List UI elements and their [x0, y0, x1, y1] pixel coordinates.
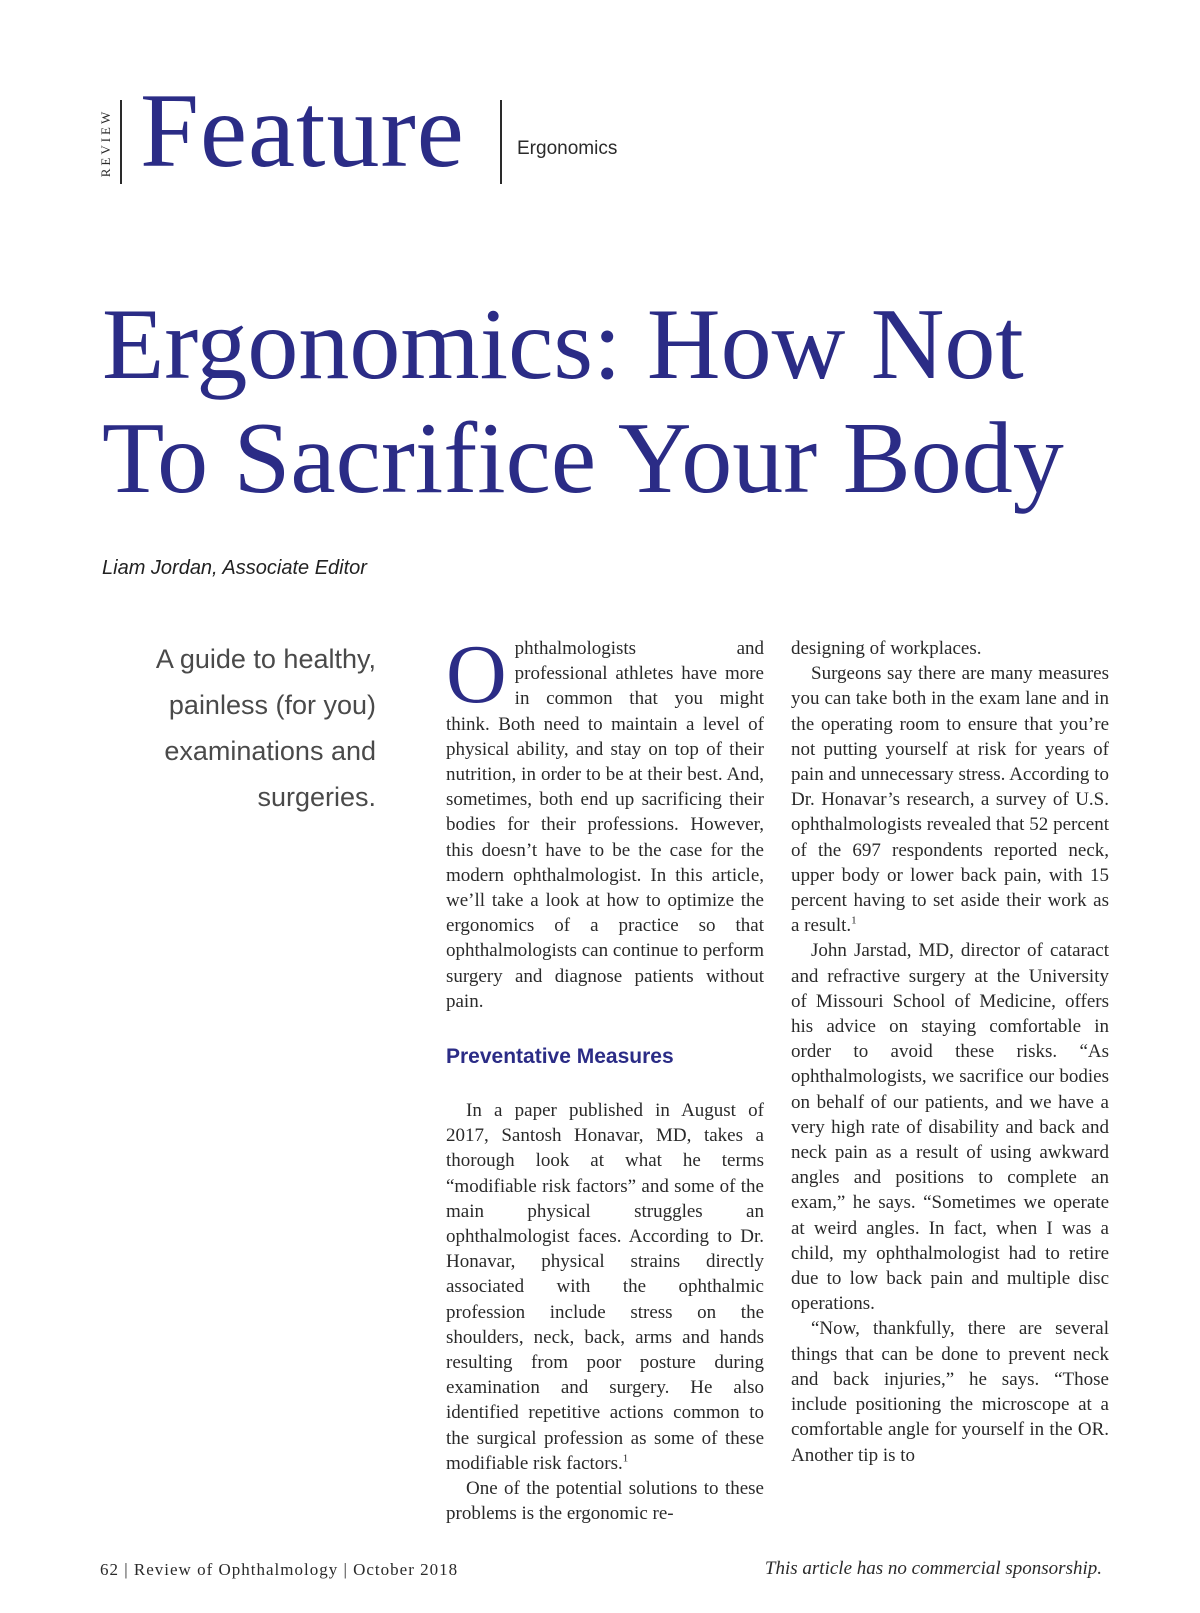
- paragraph-text: In a paper published in August of 2017, Santosh Honavar, MD, takes a thorough look at what he terms “modifiable risk factors” and some of the main physical struggles an ophthalmologist faces. According to Dr. Honavar, physical strains directly associated with the ophthalmic profession include stress on the shoulders, neck, back, arms and hands resulting from poor posture during examination and surgery. He also identified repetitive actions common to the surgical profession as some of these modifiable risk factors.: [446, 1100, 764, 1474]
- byline: Liam Jordan, Associate Editor: [102, 557, 367, 579]
- header-divider-right: [500, 100, 502, 184]
- review-label-text: REVIEW: [98, 108, 113, 178]
- citation-ref: 1: [622, 1452, 629, 1465]
- paragraph-text: Surgeons say there are many measures you can take both in the exam lane and in the operating room to ensure that you’re not putting yourself at risk for years of pain and unnecessary stress. According to Dr. Honavar’s research, a survey of U.S. ophthalmologists revealed that 52 percent of the 697 respondents reported neck, upper body or lower back pain, with 15 percent having to set aside their work as a result.: [791, 663, 1109, 937]
- body-paragraph: John Jarstad, MD, director of cataract and refractive surgery at the University of Missouri School of Medicine, offers his advice on staying comfortable in order to avoid these risks. “As ophthalmologists, we sacrifice our bodies on behalf of our patients, and we have a very high rate of disability and back and neck pain as a result of using awkward angles and positions to complete an exam,” he says. “Sometimes we operate at weird angles. In fact, when I was a child, my ophthalmologist had to retire due to low back pain and multiple disc operations.: [791, 940, 1109, 1315]
- article-title: [102, 288, 1162, 516]
- article-title-line-2: To Sacrifice Your Body: [102, 402, 1064, 515]
- body-column-1: [446, 628, 764, 1527]
- body-column-2: [791, 636, 1109, 1468]
- article-deck: A guide to healthy, painless (for you) examinations and surgeries.: [155, 644, 376, 812]
- body-paragraph: “Now, thankfully, there are several things that can be done to prevent neck and back injuries,” he says. “Those include positioning the microscope at a comfortable angle for yourself in the OR. Another tip is to: [791, 1318, 1109, 1466]
- review-vertical-label: [98, 102, 114, 184]
- citation-ref: 1: [851, 914, 857, 927]
- page-footer-folio: 62 | Review of Ophthalmology | October 2018: [100, 1560, 459, 1579]
- section-tag: Ergonomics: [517, 138, 618, 159]
- article-title-line-1: Ergonomics: How Not: [102, 288, 1024, 401]
- header-divider-left: [120, 100, 122, 184]
- feature-heading: Feature: [140, 72, 465, 189]
- sponsorship-note: This article has no commercial sponsorship.: [764, 1558, 1102, 1579]
- body-paragraph: One of the potential solutions to these problems is the ergonomic re-: [446, 1478, 764, 1525]
- drop-cap: O: [446, 628, 507, 721]
- subheading-preventative-measures: Preventative Measures: [446, 1045, 674, 1069]
- intro-paragraph: [446, 628, 764, 1014]
- body-paragraph: [446, 1098, 764, 1476]
- intro-text: phthalmologists and professional athletes have more in common that you might think. Both need to maintain a level of physical ability, and stay on top of their nutrition, in order to be at their best. And, sometimes, both end up sacrificing their bodies for their professions. However, this doesn’t have to be the case for the modern ophthalmologist. In this article, we’ll take a look at how to optimize the ergonomics of a practice so that ophthalmologists can continue to perform surgery and diagnose patients without pain.: [446, 638, 764, 1012]
- body-paragraph: [791, 661, 1109, 938]
- body-paragraph: designing of workplaces.: [791, 638, 982, 659]
